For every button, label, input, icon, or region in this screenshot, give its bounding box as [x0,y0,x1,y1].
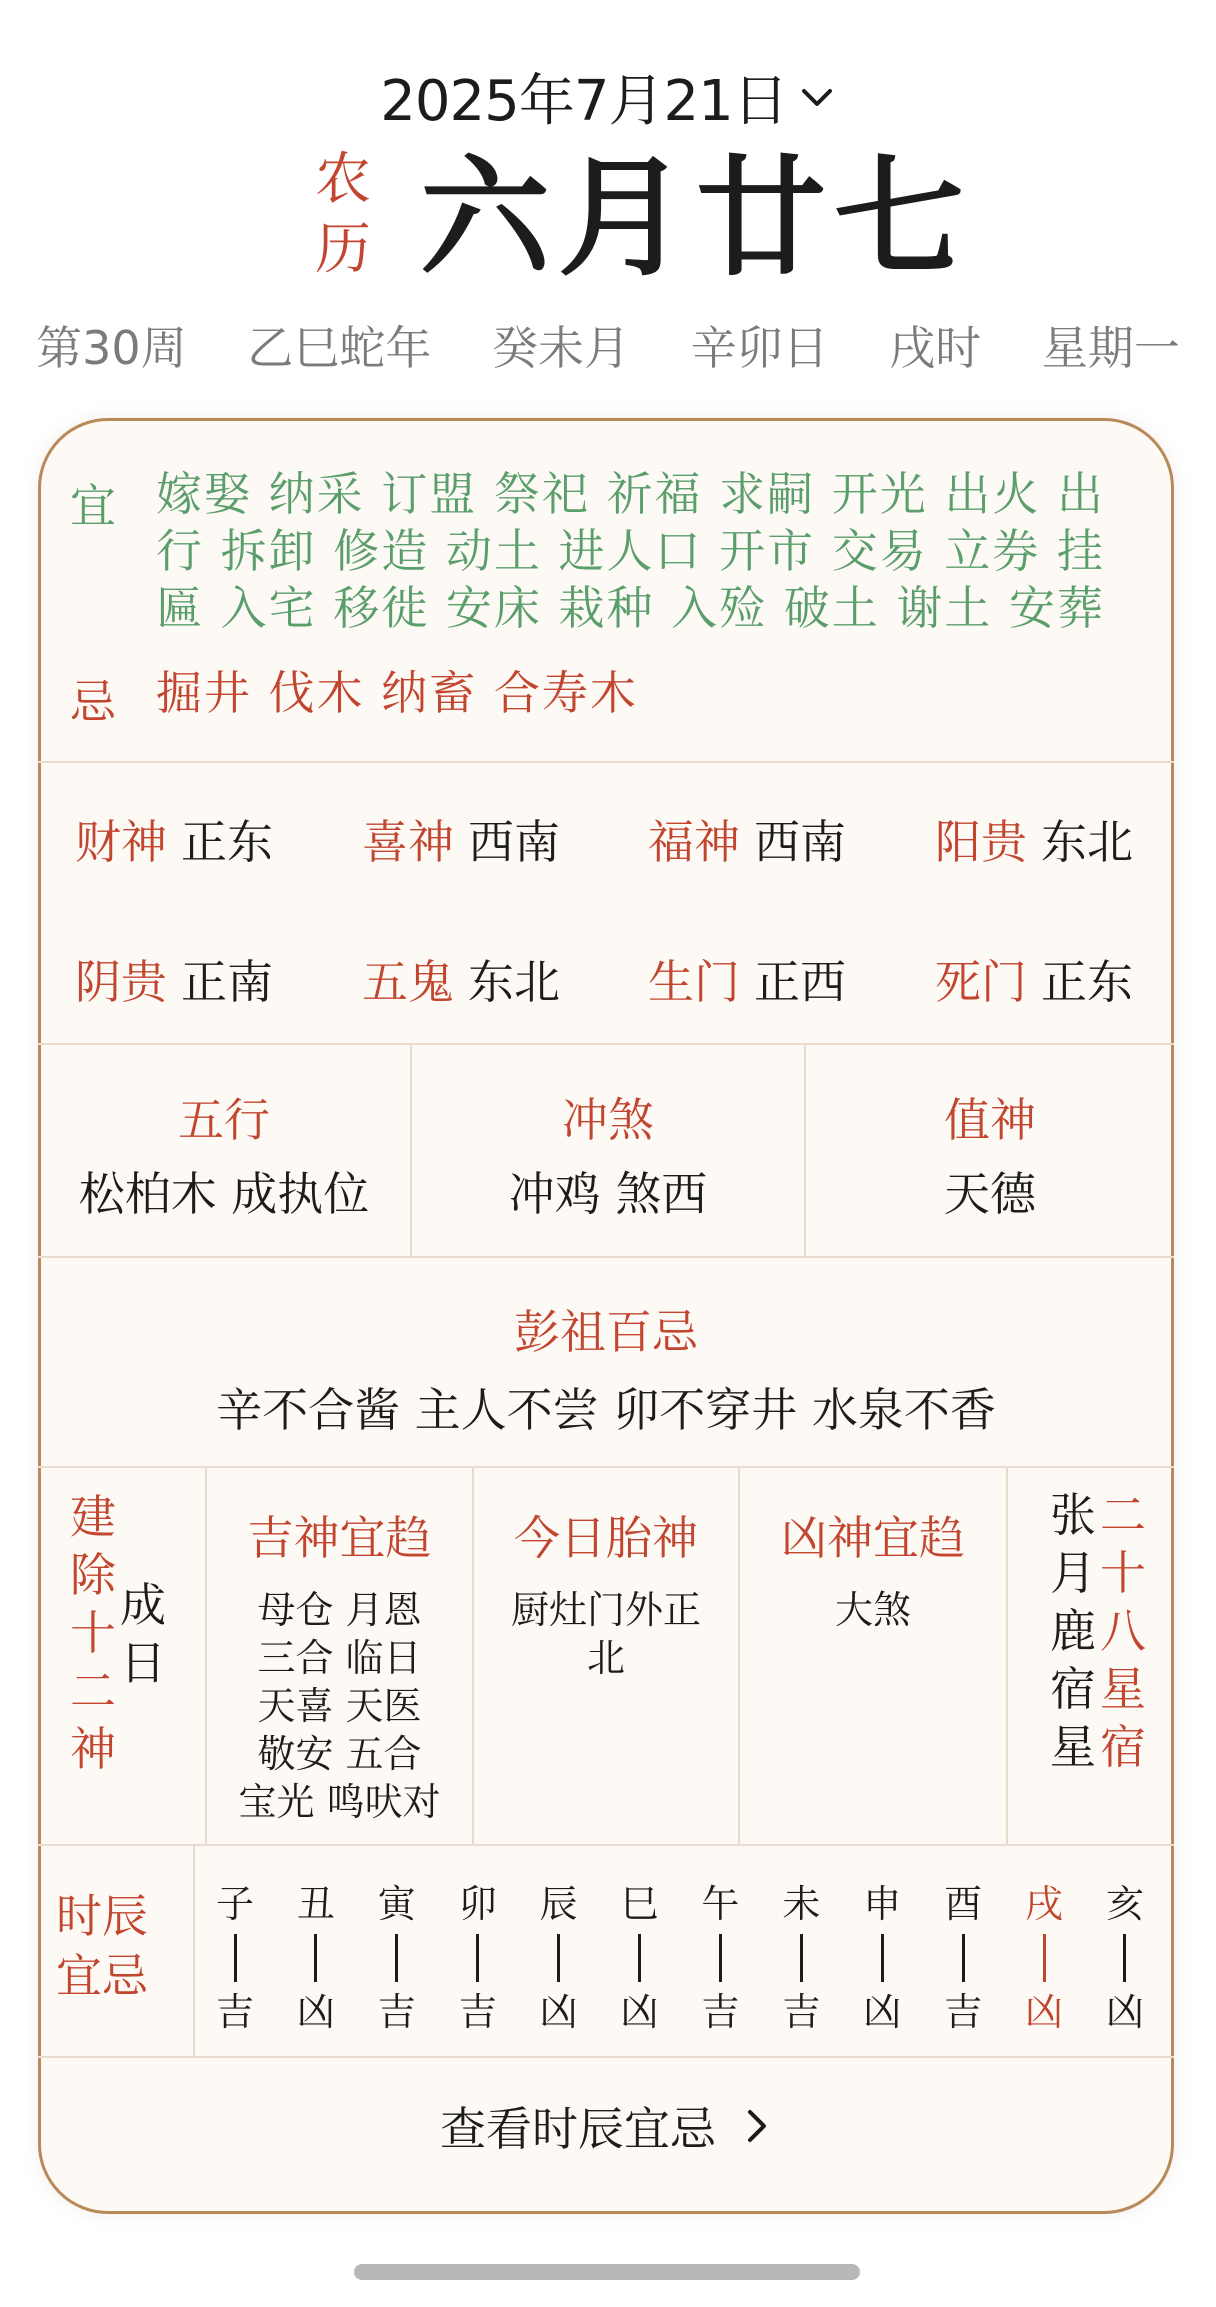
hour-item [1009,1880,1079,2036]
divider [38,2056,1174,2058]
god-value: 正南 [181,955,273,1009]
taishen-title: 今日胎神 [514,1511,698,1565]
god-value: 东北 [1041,815,1133,869]
god-shengmen [648,946,846,1012]
xingxiu-label [1098,1486,1148,1776]
vert-char: 十 [70,1606,116,1660]
hour-item [766,1880,836,2036]
taishen-cell [474,1502,738,1682]
vert-char: 建 [70,1490,116,1544]
god-value: 正东 [181,815,273,869]
hour-item [605,1880,675,2036]
god-value: 正西 [754,955,846,1009]
hour-branch: 未 [782,1882,821,1926]
zhishen-cell [806,1084,1174,1224]
meta-week: 第30周 [36,321,187,375]
god-simen [935,946,1133,1012]
pengzu-text: 辛不合酱 主人不尝 卯不穿井 水泉不香 [216,1383,996,1437]
jishen-title: 吉神宜趋 [247,1511,432,1565]
jishen-line: 敬安 五合 [257,1732,422,1776]
god-key: 五鬼 [362,955,454,1009]
ji-label: 忌 [70,675,116,729]
hour-branch: 酉 [944,1882,983,1926]
yi-line: 行 拆卸 修造 动土 进人口 开市 交易 立券 挂 [156,524,1105,578]
meta-month: 癸未月 [491,321,630,375]
jishen-line: 天喜 天医 [257,1684,422,1728]
meta-day: 辛卯日 [690,321,829,375]
jishen-line: 母仓 月恩 [257,1588,422,1632]
vert-char: 除 [70,1548,116,1602]
chongsha-cell [412,1084,804,1224]
hour-connector [638,1934,641,1982]
chevron-down-icon [798,78,836,116]
yi-line: 嫁娶 纳采 订盟 祭祀 祈福 求嗣 开光 出火 出 [156,467,1105,521]
hour-luck: 凶 [1105,1990,1144,2034]
hour-item [200,1880,270,2036]
wuxing-value: 松柏木 成执位 [78,1167,370,1221]
hour-luck: 凶 [296,1990,335,2034]
meta-year: 乙巳蛇年 [247,321,432,375]
jishen-list [207,1586,472,1826]
date-text: 2025年7月21日 [380,69,788,134]
hour-branch: 亥 [1105,1882,1144,1926]
date-selector[interactable] [0,62,1216,132]
meta-weekday: 星期一 [1041,321,1180,375]
zhishen-value: 天德 [944,1167,1036,1221]
pengzu-title: 彭祖百忌 [514,1305,698,1359]
god-key: 死门 [935,955,1027,1009]
hour-item [847,1880,917,2036]
vert-char: 神 [70,1722,116,1776]
zhishen-title: 值神 [944,1093,1036,1147]
divider [38,1844,1174,1846]
chongsha-title: 冲煞 [562,1093,654,1147]
wuxing-title: 五行 [178,1093,270,1147]
xiongshen-cell [740,1502,1006,1634]
god-xishen [362,806,560,872]
chevron-right-icon [742,2108,772,2144]
divider [38,761,1174,763]
hour-branch: 巳 [620,1882,659,1926]
taishen-list [474,1586,738,1682]
meta-hour: 戌时 [889,321,982,375]
vert-char: 十 [1100,1546,1146,1600]
pengzu-section [38,1296,1174,1440]
vert-char: 二 [1100,1488,1146,1542]
god-yanggui [935,806,1133,872]
xiongshen-line: 大煞 [834,1588,911,1632]
date-meta-row [0,312,1216,378]
hour-luck: 吉 [701,1990,740,2034]
vert-char: 星 [1050,1720,1096,1774]
hour-item [928,1880,998,2036]
hour-item [524,1880,594,2036]
lunar-tag-char: 历 [315,217,371,282]
hour-luck: 吉 [458,1990,497,2034]
hours-label-line: 时辰 [56,1889,148,1943]
hour-connector [800,1934,803,1982]
ji-list: 掘井 伐木 纳畜 合寿木 [156,666,638,720]
hour-connector [962,1934,965,1982]
god-key: 阳贵 [935,815,1027,869]
hour-connector [476,1934,479,1982]
chongsha-value: 冲鸡 煞西 [508,1167,708,1221]
god-key: 财神 [75,815,167,869]
vert-char: 二 [70,1664,116,1718]
god-key: 生门 [648,955,740,1009]
hour-connector [234,1934,237,1982]
yi-line: 匾 入宅 移徙 安床 栽种 入殓 破土 谢土 安葬 [156,581,1105,635]
divider [38,1043,1174,1045]
god-fushen [648,806,846,872]
hour-connector [395,1934,398,1982]
taishen-line: 北 [586,1636,625,1680]
home-indicator[interactable] [354,2264,860,2280]
vert-char: 星 [1100,1662,1146,1716]
god-yingui [75,946,273,1012]
god-key: 喜神 [362,815,454,869]
hour-luck: 吉 [944,1990,983,2034]
hour-branch: 卯 [458,1882,497,1926]
hours-label-line: 宜忌 [56,1949,148,2003]
vert-char: 月 [1050,1546,1096,1600]
hour-connector [719,1934,722,1982]
hour-connector [1043,1934,1046,1982]
hour-branch: 子 [215,1882,254,1926]
xiongshen-list [740,1586,1006,1634]
vert-char: 宿 [1100,1720,1146,1774]
hour-branch: 戌 [1025,1882,1064,1926]
god-value: 西南 [754,815,846,869]
hour-item [443,1880,513,2036]
jishen-line: 宝光 鸣吠对 [238,1780,441,1824]
divider [38,1256,1174,1258]
hour-luck: 吉 [782,1990,821,2034]
hour-branch: 申 [863,1882,902,1926]
god-wugui [362,946,560,1012]
yi-label: 宜 [70,479,116,533]
hour-branch: 丑 [296,1882,335,1926]
hour-branch: 寅 [377,1882,416,1926]
view-hours-button[interactable] [38,2066,1174,2186]
god-value: 东北 [468,955,560,1009]
lunar-date: 六月廿七 [420,142,973,294]
xingxiu-value [1048,1486,1098,1776]
divider-v [1006,1466,1008,1844]
god-value: 西南 [468,815,560,869]
wuxing-cell [38,1084,410,1224]
vert-char: 宿 [1050,1662,1096,1716]
jianchu-label [68,1488,118,1778]
divider [38,1466,1174,1468]
hour-item [362,1880,432,2036]
lunar-tag [308,145,378,285]
hour-branch: 午 [701,1882,740,1926]
vert-char: 鹿 [1050,1604,1096,1658]
hour-luck: 凶 [620,1990,659,2034]
hour-connector [314,1934,317,1982]
god-value: 正东 [1041,955,1133,1009]
jishen-line: 三合 临日 [257,1636,422,1680]
hours-list [200,1880,1160,2036]
hour-branch: 辰 [539,1882,578,1926]
divider-v [193,1844,195,2056]
god-key: 阴贵 [75,955,167,1009]
vert-char: 八 [1100,1604,1146,1658]
yi-list [156,466,1146,637]
hour-item [685,1880,755,2036]
lunar-tag-char: 农 [315,147,371,212]
god-caishen [75,806,273,872]
vert-char: 成 [120,1578,166,1632]
taishen-line: 厨灶门外正 [510,1588,701,1632]
hours-label [56,1886,148,2006]
hour-connector [557,1934,560,1982]
jishen-cell [207,1502,472,1826]
xiongshen-title: 凶神宜趋 [781,1511,965,1565]
hour-luck: 凶 [539,1990,578,2034]
jianchu-value [118,1576,168,1692]
hour-luck: 吉 [215,1990,254,2034]
hour-connector [881,1934,884,1982]
hour-luck: 凶 [863,1990,902,2034]
view-hours-label: 查看时辰宜忌 [440,2102,716,2156]
hour-luck: 凶 [1025,1990,1064,2034]
hour-item [281,1880,351,2036]
hour-item [1090,1880,1160,2036]
hour-luck: 吉 [377,1990,416,2034]
god-key: 福神 [648,815,740,869]
hour-connector [1123,1934,1126,1982]
vert-char: 张 [1050,1488,1096,1542]
vert-char: 日 [120,1636,166,1690]
